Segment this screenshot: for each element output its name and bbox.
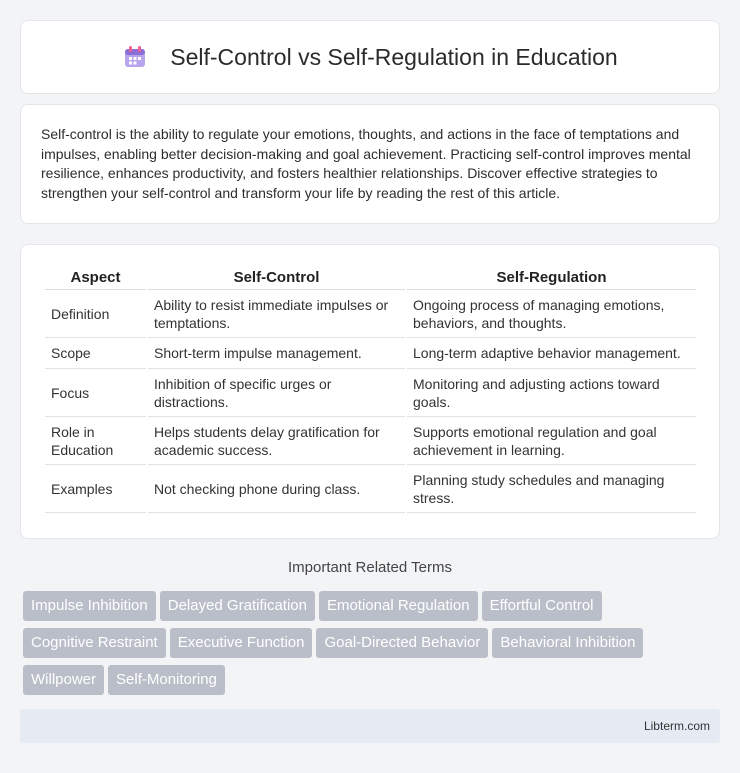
tag-self-monitoring[interactable]: Self-Monitoring	[108, 665, 225, 695]
table-cell: Monitoring and adjusting actions toward goals.	[407, 369, 696, 417]
tag-behavioral-inhibition[interactable]: Behavioral Inhibition	[492, 628, 643, 658]
comparison-card	[20, 244, 720, 539]
header-self-control: Self-Control	[148, 265, 405, 290]
intro-card	[20, 104, 720, 224]
table-cell: Long-term adaptive behavior management.	[407, 338, 696, 369]
table-cell: Scope	[45, 338, 146, 369]
tag-delayed-gratification[interactable]: Delayed Gratification	[160, 591, 315, 621]
table-cell: Focus	[45, 369, 146, 417]
header-aspect: Aspect	[45, 265, 146, 290]
table-cell: Ability to resist immediate impulses or temptations.	[148, 290, 405, 338]
table-cell: Inhibition of specific urges or distractions.	[148, 369, 405, 417]
intro-paragraph: Self-control is the ability to regulate your emotions, thoughts, and actions in the face of temptations and impulses, enabling better decision-making and goal achievement. Practicing self-control improves mental resilience, enhances productivity, and fosters healthier relationships. Discover effective strategies to strengthen your self-control and transform your life by reading the rest of this article.	[41, 126, 691, 201]
tag-goal-directed-behavior[interactable]: Goal-Directed Behavior	[316, 628, 488, 658]
table-row	[45, 417, 696, 465]
tag-effortful-control[interactable]: Effortful Control	[482, 591, 602, 621]
table-cell: Short-term impulse management.	[148, 338, 405, 369]
table-cell: Ongoing process of managing emotions, behaviors, and thoughts.	[407, 290, 696, 338]
table-cell: Not checking phone during class.	[148, 465, 405, 513]
calendar-icon	[122, 44, 148, 70]
tag-executive-function[interactable]: Executive Function	[170, 628, 313, 658]
related-terms-title: Important Related Terms	[288, 559, 452, 576]
comparison-table	[43, 265, 698, 513]
table-cell: Helps students delay gratification for academic success.	[148, 417, 405, 465]
page-title: Self-Control vs Self-Regulation in Education	[170, 43, 618, 70]
tag-emotional-regulation[interactable]: Emotional Regulation	[319, 591, 478, 621]
tag-willpower[interactable]: Willpower	[23, 665, 104, 695]
footer-site-link[interactable]: Libterm.com	[643, 719, 710, 733]
tag-cognitive-restraint[interactable]: Cognitive Restraint	[23, 628, 166, 658]
table-cell: Supports emotional regulation and goal achievement in learning.	[407, 417, 696, 465]
footer	[20, 709, 720, 743]
table-row	[45, 369, 696, 417]
header-self-regulation: Self-Regulation	[407, 265, 696, 290]
table-cell: Planning study schedules and managing stress.	[407, 465, 696, 513]
related-terms-list	[23, 591, 723, 702]
table-row	[45, 290, 696, 338]
tag-impulse-inhibition[interactable]: Impulse Inhibition	[23, 591, 156, 621]
table-header-row	[45, 265, 696, 290]
table-cell: Examples	[45, 465, 146, 513]
table-cell: Role in Education	[45, 417, 146, 465]
title-card	[20, 20, 720, 94]
table-row	[45, 338, 696, 369]
table-cell: Definition	[45, 290, 146, 338]
table-row	[45, 465, 696, 513]
